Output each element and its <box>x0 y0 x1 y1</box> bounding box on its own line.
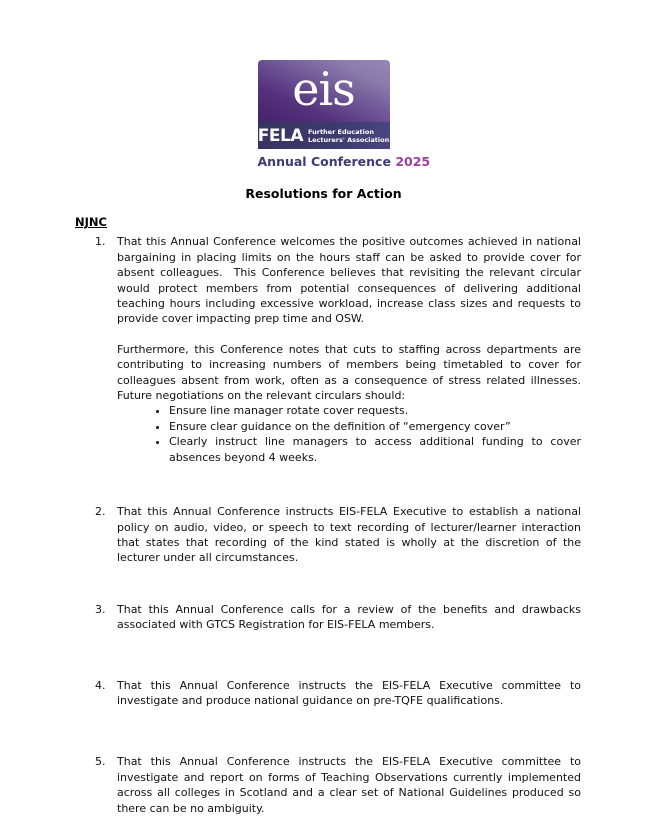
resolution-item-1 <box>75 234 588 465</box>
resolution-paragraph: That this Annual Conference welcomes the positive outcomes achieved in national bargaining in placing limits on the hours staff can be asked to provide cover for absent colleagues. This Conference believes that revisiting the relevant circular would protect members from potential consequences of delivering additional teaching hours including excessive workload, increase class sizes and requests to provide cover impacting prep time and OSW. <box>117 235 585 326</box>
fela-subtitle-line2: Lecturers' Association <box>308 135 390 144</box>
conference-year: 2025 <box>395 154 431 169</box>
eis-fela-logo <box>257 60 431 169</box>
resolution-body <box>117 602 585 633</box>
resolution-item-2 <box>75 504 585 566</box>
fela-acronym: FELA <box>257 125 303 146</box>
bullet-list <box>117 403 585 465</box>
resolution-body <box>117 504 585 566</box>
resolution-paragraph: That this Annual Conference instructs EIS-FELA Executive to establish a national policy on audio, video, or speech to text recording of lecturer/learner interaction that states that recording of the kind stated is wholly at the discretion of the lecturer under all circumstances. <box>117 505 585 565</box>
bullet-item: • Ensure clear guidance on the definition of “emergency cover” <box>169 419 581 434</box>
bullet-item: • Ensure line manager rotate cover requests. <box>169 403 581 418</box>
resolution-number: 1. <box>95 235 106 249</box>
document-content <box>75 215 588 816</box>
resolution-paragraph: That this Annual Conference instructs the EIS-FELA Executive committee to investigate and produce national guidance on pre-TQFE qualifications. <box>117 678 585 707</box>
conference-line <box>257 154 431 169</box>
resolution-number: 2. <box>95 505 106 519</box>
eis-wordmark: eis <box>292 62 355 116</box>
resolution-paragraph: That this Annual Conference instructs the EIS-FELA Executive committee to investigate and report on forms of Teaching Observations currently implemented across all colleges in Scotland and a clear set of National Guidelines produced so there can be no ambiguity. <box>117 755 585 815</box>
resolution-paragraph: Furthermore, this Conference notes that cuts to staffing across departments are contributing to increasing numbers of members being timetabled to cover for colleagues absent from work, often as a consequence of stress related illnesses. Future negotiations on the relevant circulars should: <box>117 342 588 403</box>
resolution-item-3 <box>75 602 585 633</box>
resolution-item-4 <box>75 678 585 709</box>
resolution-body <box>117 754 585 816</box>
fela-subtitle <box>308 128 389 144</box>
eis-logo-mark <box>258 60 390 122</box>
resolution-body <box>117 234 588 465</box>
resolution-paragraph: That this Annual Conference calls for a review of the benefits and drawbacks associated with GTCS Registration for EIS-FELA members. <box>117 602 585 632</box>
page-title: Resolutions for Action <box>245 186 402 201</box>
bullet-item: • Clearly instruct line managers to access additional funding to cover absences beyond 4 weeks. <box>169 434 581 465</box>
resolution-body <box>117 678 585 709</box>
logo-container <box>0 0 647 169</box>
resolution-item-5 <box>75 754 585 816</box>
conference-label: Annual Conference <box>257 154 391 169</box>
resolution-number: 5. <box>95 755 106 769</box>
fela-band <box>258 122 390 149</box>
section-heading-njnc: NJNC <box>75 215 107 229</box>
resolution-number: 4. <box>95 678 106 692</box>
resolution-number: 3. <box>95 602 106 616</box>
fela-subtitle-line1: Further Education <box>308 127 374 136</box>
